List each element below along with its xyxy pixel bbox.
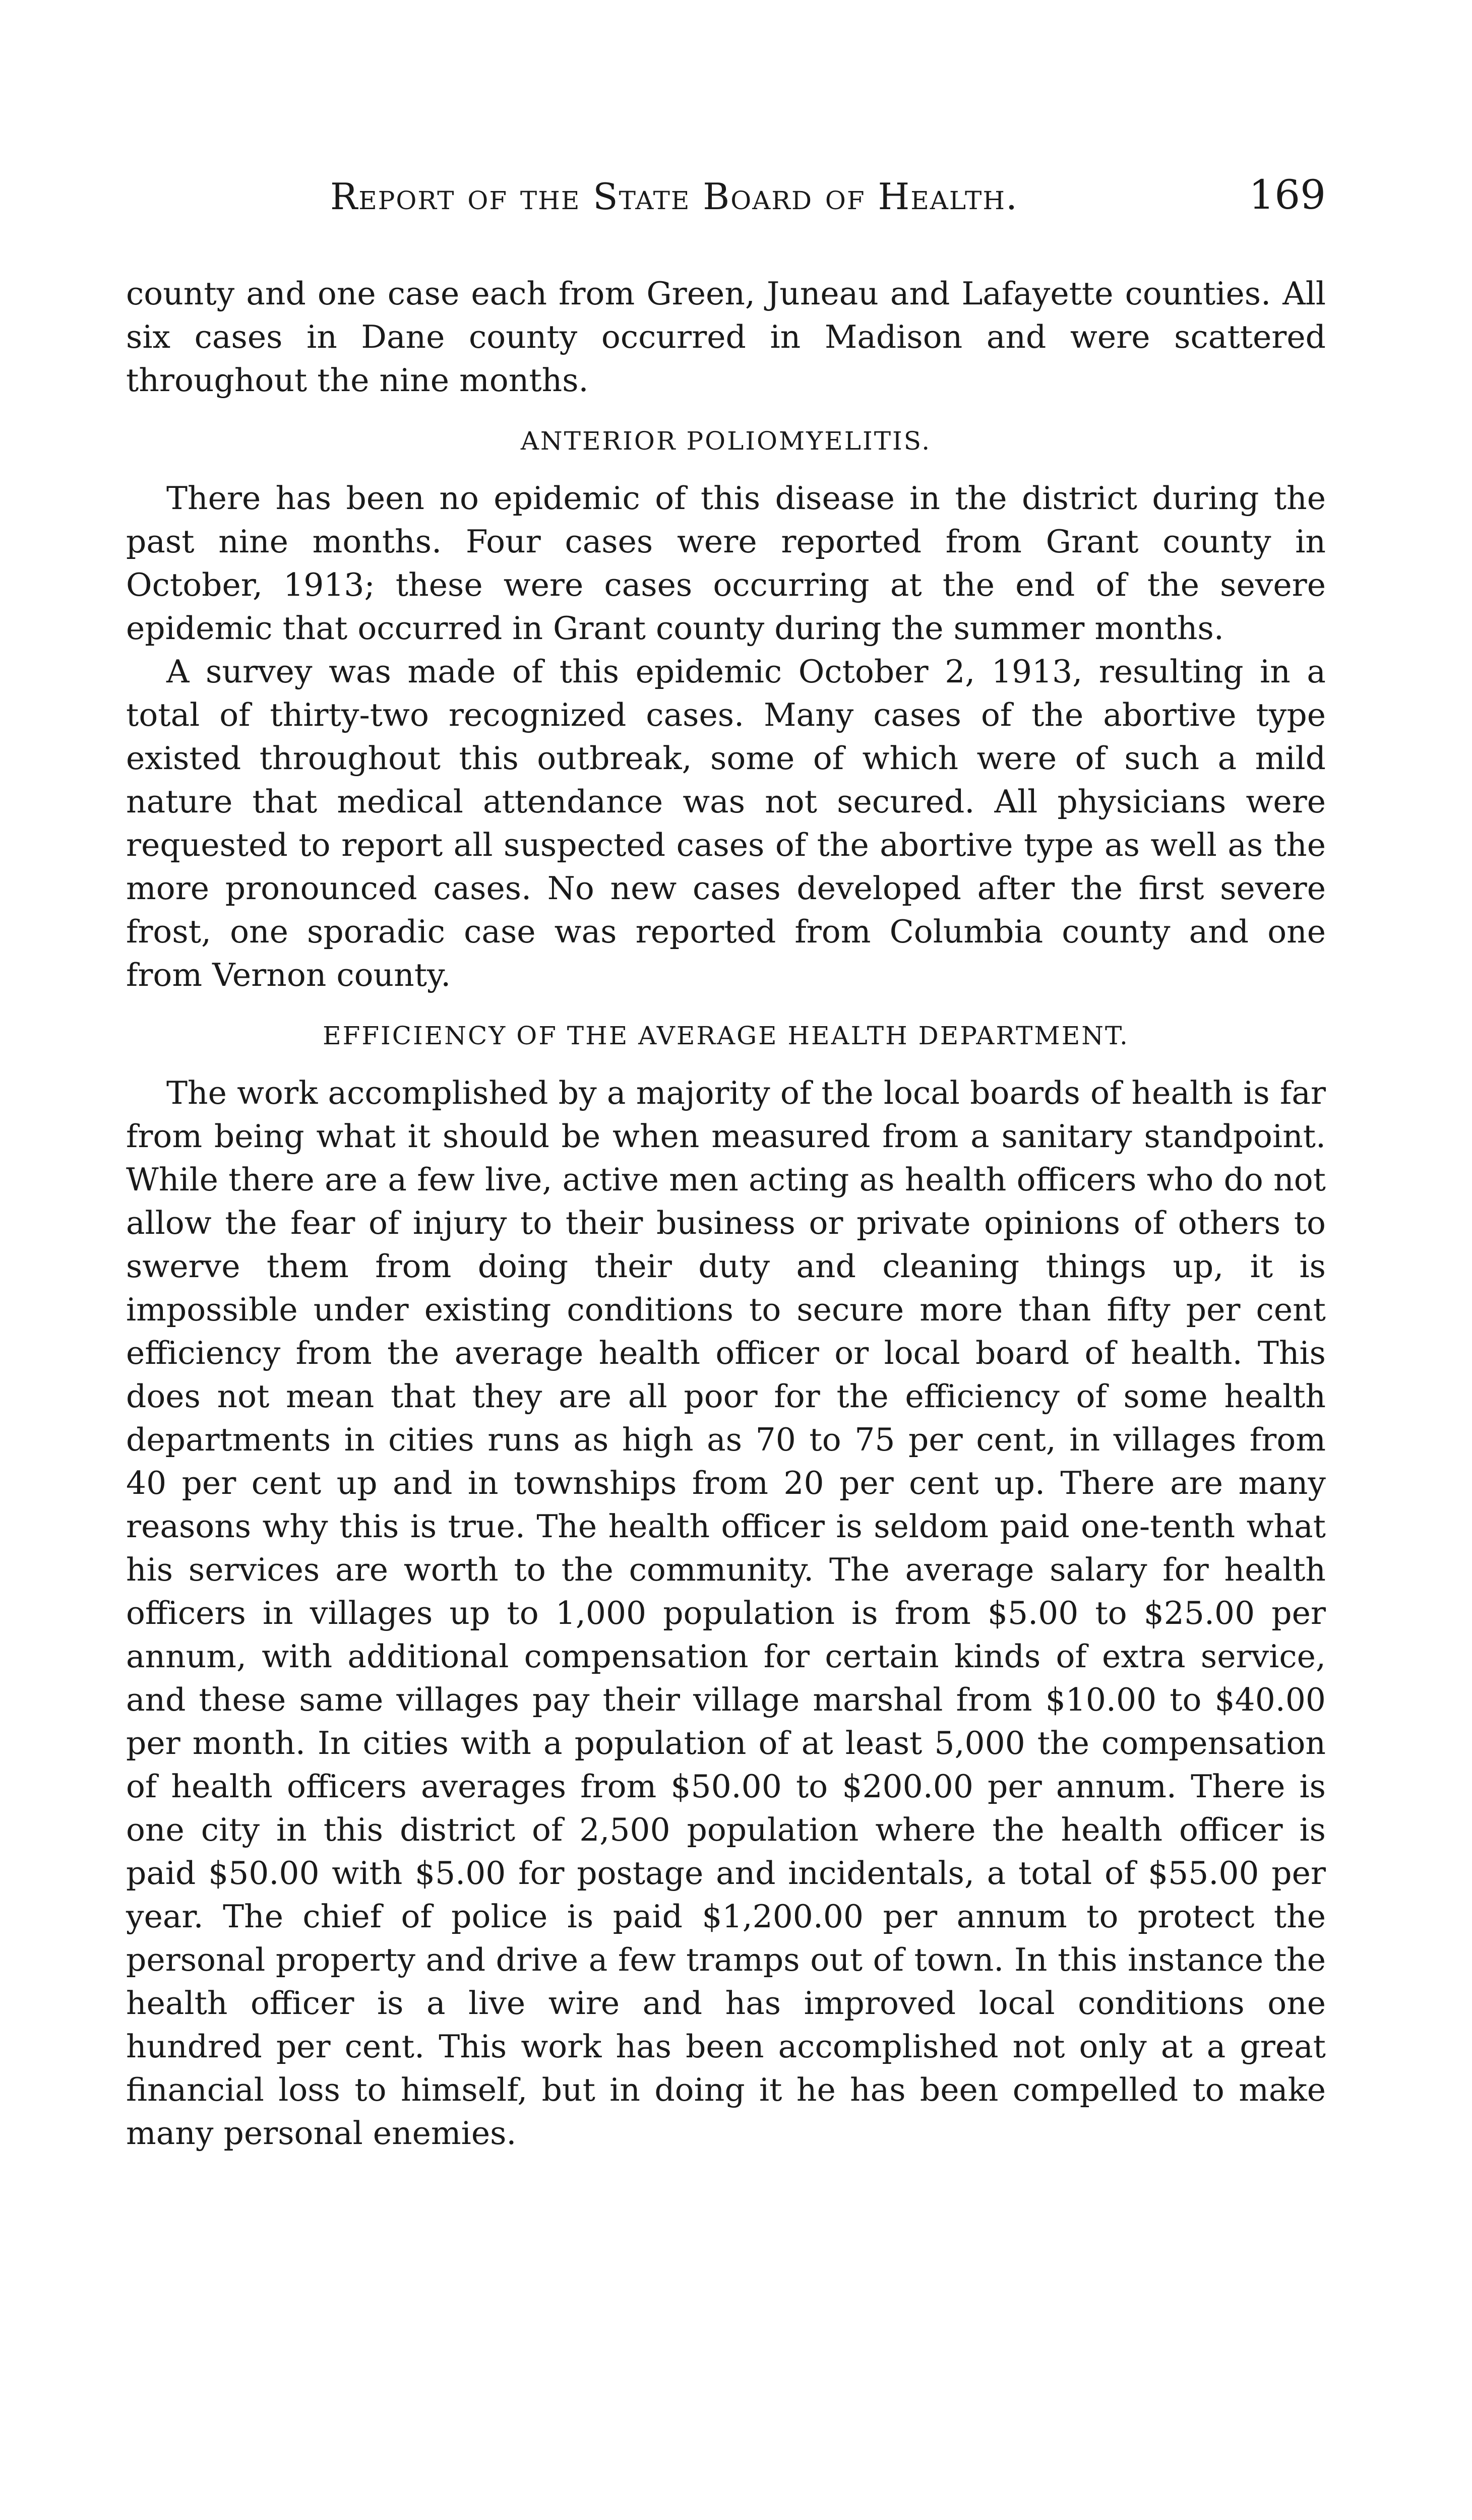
page-number: 169 bbox=[1249, 171, 1326, 218]
section-heading-efficiency: EFFICIENCY OF THE AVERAGE HEALTH DEPARTMENT. bbox=[323, 1021, 1129, 1050]
running-header bbox=[126, 171, 1326, 232]
section-heading-anterior-poliomyelitis: ANTERIOR POLIOMYELITIS. bbox=[520, 426, 932, 456]
paragraph-poliomyelitis-intro: There has been no epidemic of this disease in the district during the past nine months. Four cases were reported from Grant county in October, 1913; these were cases occurring at the end of the severe epidemic that occurred in Grant county during the summer months. bbox=[126, 480, 1326, 647]
header-title: Report of the State Board of Health. bbox=[330, 175, 1018, 218]
paragraph-efficiency: The work accomplished by a majority of the local boards of health is far from being what it should be when measured from a sanitary standpoint. While there are a few live, active men acting as health officers who do not allow the fear of injury to their business or private opinions of others to swerve them from doing their duty and cleaning things up, it is impossible under existing conditions to secure more than fifty per cent efficiency from the average health officer or local board of health. This does not mean that they are all poor for the efficiency of some health departments in cities runs as high as 70 to 75 per cent, in villages from 40 per cent up and in townships from 20 per cent up. There are many reasons why this is true. The health officer is seldom paid one-tenth what his services are worth to the community. The average salary for health officers in villages up to 1,000 population is from $5.00 to $25.00 per annum, with additional compensation for certain kinds of extra service, and these same villages pay their village marshal from $10.00 to $40.00 per month. In cities with a population of at least 5,000 the compensation of health officers averages from $50.00 to $200.00 per annum. There is one city in this district of 2,500 population where the health officer is paid $50.00 with $5.00 for postage and incidentals, a total of $55.00 per year. The chief of police is paid $1,200.00 per annum to protect the personal property and drive a few tramps out of town. In this instance the health officer is a live wire and has improved local conditions one hundred per cent. This work has been accomplished not only at a great financial loss to himself, but in doing it he has been compelled to make many personal enemies. bbox=[126, 1075, 1326, 2152]
paragraph-continuation: county and one case each from Green, Juneau and Lafayette counties. All six cases in Dane county occurred in Madison and were scattered throughout the nine months. bbox=[126, 275, 1326, 399]
body-text bbox=[126, 272, 1326, 2155]
paragraph-poliomyelitis-survey: A survey was made of this epidemic October 2, 1913, resulting in a total of thirty-two recognized cases. Many cases of the abortive type existed throughout this outbreak, some of which were of such a mild nature that medical attendance was not secured. All physicians were requested to report all suspected cases of the abortive type as well as the more pronounced cases. No new cases developed after the first severe frost, one sporadic case was reported from Columbia county and one from Vernon county. bbox=[126, 653, 1326, 993]
